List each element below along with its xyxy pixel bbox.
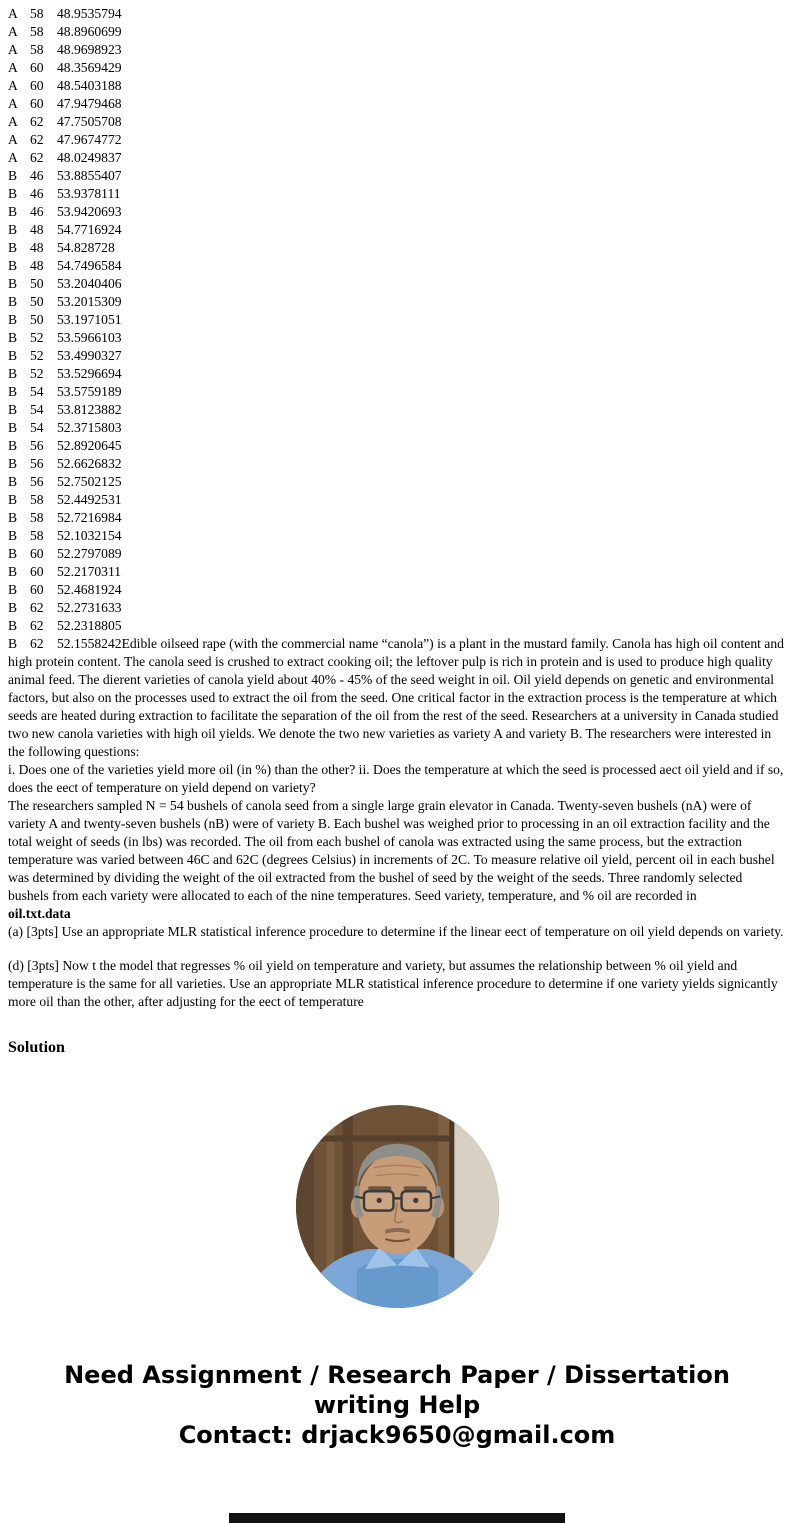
row-variety: B <box>8 366 18 381</box>
row-variety: B <box>8 438 18 453</box>
row-oil: 53.2015309 <box>57 294 122 309</box>
row-temp: 62 <box>30 600 44 615</box>
part-a-question: (a) [3pts] Use an appropriate MLR statistical inference procedure to determine if the linear eect of temperature on oil yield depends on variety. <box>8 924 784 939</box>
row-variety: B <box>8 258 18 273</box>
table-row <box>8 455 786 473</box>
row-oil: 52.8920645 <box>57 438 122 453</box>
table-row <box>8 311 786 329</box>
row-temp: 54 <box>30 384 44 399</box>
row-temp: 56 <box>30 456 44 471</box>
row-oil: 52.2797089 <box>57 546 122 561</box>
table-row <box>8 185 786 203</box>
row-oil: 53.5296694 <box>57 366 122 381</box>
table-row <box>8 275 786 293</box>
table-row <box>8 95 786 113</box>
row-oil: 53.9378111 <box>57 186 121 201</box>
table-row <box>8 491 786 509</box>
row-variety: B <box>8 330 18 345</box>
row-oil: 53.5759189 <box>57 384 122 399</box>
table-row <box>8 383 786 401</box>
table-row <box>8 527 786 545</box>
row-temp: 58 <box>30 42 44 57</box>
row-variety: B <box>8 276 18 291</box>
row-temp: 58 <box>30 492 44 507</box>
row-oil: 54.7496584 <box>57 258 122 273</box>
row-oil: 52.4492531 <box>57 492 122 507</box>
row-oil: 52.4681924 <box>57 582 122 597</box>
table-row <box>8 545 786 563</box>
table-row <box>8 347 786 365</box>
row-oil: 54.7716924 <box>57 222 122 237</box>
row-oil: 53.5966103 <box>57 330 122 345</box>
table-row <box>8 41 786 59</box>
row-oil: 53.8855407 <box>57 168 122 183</box>
table-row <box>8 167 786 185</box>
row-temp: 62 <box>30 150 44 165</box>
row-variety: B <box>8 420 18 435</box>
row-oil: 48.8960699 <box>57 24 122 39</box>
help-banner-line-1: Need Assignment / Research Paper / Dissertation <box>64 1361 730 1389</box>
row-variety: A <box>8 114 18 129</box>
row-variety: B <box>8 294 18 309</box>
row-variety: B <box>8 528 18 543</box>
portrait-photo <box>296 1105 499 1308</box>
help-banner-line-2: writing Help <box>313 1391 481 1419</box>
row-variety: B <box>8 384 18 399</box>
table-row <box>8 617 786 635</box>
table-row <box>8 5 786 23</box>
row-temp: 52 <box>30 348 44 363</box>
table-row <box>8 419 786 437</box>
table-row <box>8 437 786 455</box>
table-row <box>8 293 786 311</box>
row-oil: 52.1032154 <box>57 528 122 543</box>
row-temp: 50 <box>30 312 44 327</box>
row-temp: 48 <box>30 222 44 237</box>
row-temp: 58 <box>30 528 44 543</box>
table-row <box>8 149 786 167</box>
row-temp: 62 <box>30 132 44 147</box>
row-oil: 52.2318805 <box>57 618 122 633</box>
row-temp: 58 <box>30 24 44 39</box>
row-oil: 52.7502125 <box>57 474 122 489</box>
data-table <box>8 5 786 635</box>
row-variety: A <box>8 42 18 57</box>
row-variety: B <box>8 204 18 219</box>
row-variety: B <box>8 402 18 417</box>
row-oil: 54.828728 <box>57 240 115 255</box>
row-oil: 47.9479468 <box>57 96 122 111</box>
row-variety: B <box>8 168 18 183</box>
contact-email-line: Contact: drjack9650@gmail.com <box>178 1421 616 1449</box>
row-oil: 52.6626832 <box>57 456 122 471</box>
row-oil: 53.2040406 <box>57 276 122 291</box>
sampling-paragraph: The researchers sampled N = 54 bushels of canola seed from a single large grain elevator in Canada. Twenty-seven bushels (nA) were of variety A and twenty-seven bushels (nB) were of variety B. Each bushel was weighed prior to processing in an oil extraction facility and the total weight of seeds (in lbs) was recorded. The oil from each bushel of canola was extracted using the same process, but the extraction temperature was varied between 46C and 62C (degrees Celsius) in increments of 2C. To measure relative oil yield, percent oil in each bushel was determined by dividing the weight of the oil extracted from the bushel of seed by the weight of the seeds. Three randomly selected bushels from each variety were allocated to each of the nine temperatures. Seed variety, temperature, and % oil are recorded in <box>8 798 775 903</box>
row-variety: B <box>8 186 18 201</box>
row-variety: A <box>8 132 18 147</box>
table-row <box>8 509 786 527</box>
row-temp: 60 <box>30 96 44 111</box>
table-row <box>8 113 786 131</box>
row-temp: 60 <box>30 78 44 93</box>
row-temp: 50 <box>30 294 44 309</box>
row-temp: 50 <box>30 276 44 291</box>
row-oil: 48.3569429 <box>57 60 122 75</box>
row-oil: 53.4990327 <box>57 348 122 363</box>
table-row <box>8 473 786 491</box>
table-row <box>8 329 786 347</box>
row-temp: 62 <box>30 114 44 129</box>
row-variety: A <box>8 150 18 165</box>
table-row <box>8 401 786 419</box>
solution-heading: Solution <box>8 1039 65 1056</box>
row-temp: 52 <box>30 366 44 381</box>
row-temp: 62 <box>30 636 44 651</box>
row-temp: 48 <box>30 258 44 273</box>
row-temp: 62 <box>30 618 44 633</box>
row-temp: 60 <box>30 564 44 579</box>
row-oil: 52.1558242 <box>57 636 122 651</box>
row-variety: B <box>8 546 18 561</box>
row-oil: 53.1971051 <box>57 312 122 327</box>
row-variety: A <box>8 24 18 39</box>
row-variety: A <box>8 78 18 93</box>
row-variety: B <box>8 348 18 363</box>
table-row <box>8 59 786 77</box>
row-temp: 60 <box>30 60 44 75</box>
row-variety: B <box>8 240 18 255</box>
row-oil: 52.2731633 <box>57 600 122 615</box>
table-row <box>8 203 786 221</box>
row-temp: 56 <box>30 438 44 453</box>
row-variety: A <box>8 6 18 21</box>
row-variety: B <box>8 474 18 489</box>
row-temp: 58 <box>30 6 44 21</box>
row-oil: 48.9535794 <box>57 6 122 21</box>
row-variety: B <box>8 492 18 507</box>
data-file-name: oil.txt.data <box>8 906 71 921</box>
table-row <box>8 221 786 239</box>
table-row <box>8 563 786 581</box>
help-banner <box>8 1360 786 1450</box>
row-temp: 46 <box>30 186 44 201</box>
portrait-photo-image <box>296 1105 499 1308</box>
row-temp: 46 <box>30 168 44 183</box>
row-temp: 60 <box>30 582 44 597</box>
row-oil: 52.3715803 <box>57 420 122 435</box>
row-oil: 48.5403188 <box>57 78 122 93</box>
table-row <box>8 581 786 599</box>
part-d-question: (d) [3pts] Now t the model that regresses % oil yield on temperature and variety, but assumes the relationship between % oil yield and temperature is the same for all varieties. Use an appropriate MLR statistical inference procedure to determine if one variety yields signicantly more oil than the other, after adjusting for the eect of temperature <box>8 958 778 1009</box>
row-oil: 47.7505708 <box>57 114 122 129</box>
row-oil: 53.9420693 <box>57 204 122 219</box>
row-variety: B <box>8 600 18 615</box>
table-row <box>8 239 786 257</box>
row-temp: 54 <box>30 402 44 417</box>
table-row <box>8 23 786 41</box>
row-oil: 52.2170311 <box>57 564 122 579</box>
row-temp: 46 <box>30 204 44 219</box>
row-temp: 60 <box>30 546 44 561</box>
row-oil: 48.9698923 <box>57 42 122 57</box>
row-temp: 56 <box>30 474 44 489</box>
bottom-bar <box>229 1513 565 1523</box>
row-temp: 52 <box>30 330 44 345</box>
row-variety: B <box>8 510 18 525</box>
row-variety: A <box>8 60 18 75</box>
row-oil: 52.7216984 <box>57 510 122 525</box>
row-oil: 47.9674772 <box>57 132 122 147</box>
table-row <box>8 365 786 383</box>
row-temp: 48 <box>30 240 44 255</box>
row-variety: B <box>8 582 18 597</box>
questions-paragraph: i. Does one of the varieties yield more oil (in %) than the other? ii. Does the temperature at which the seed is processed aect oil yield and if so, does the eect of temperature on yield depend on variety? <box>8 762 784 795</box>
row-variety: B <box>8 564 18 579</box>
intro-text: Edible oilseed rape (with the commercial name “canola”) is a plant in the mustard family. Canola has high oil content and high protein content. The canola seed is crushed to extract cooking oil; the leftover pulp is rich in protein and is used to produce high quality animal feed. The dierent varieties of canola yield about 40% - 45% of the seed weight in oil. Oil yield depends on genetic and environmental factors, but also on the processes used to extract the oil from the seed. One critical factor in the extraction process is the temperature at which seeds are heated during extraction to facilitate the separation of the oil from the rest of the seed. Researchers at a university in Canada studied two new canola varieties with high oil yields. We denote the two new varieties as variety A and variety B. The researchers were interested in the following questions: <box>8 636 784 759</box>
intro-paragraph <box>8 635 786 761</box>
table-row <box>8 131 786 149</box>
row-temp: 58 <box>30 510 44 525</box>
row-oil: 48.0249837 <box>57 150 122 165</box>
row-variety: B <box>8 222 18 237</box>
table-row <box>8 77 786 95</box>
row-variety: B <box>8 636 18 651</box>
row-temp: 54 <box>30 420 44 435</box>
row-variety: B <box>8 456 18 471</box>
row-oil: 53.8123882 <box>57 402 122 417</box>
table-row <box>8 599 786 617</box>
row-variety: B <box>8 618 18 633</box>
row-variety: B <box>8 312 18 327</box>
row-variety: A <box>8 96 18 111</box>
table-row <box>8 257 786 275</box>
